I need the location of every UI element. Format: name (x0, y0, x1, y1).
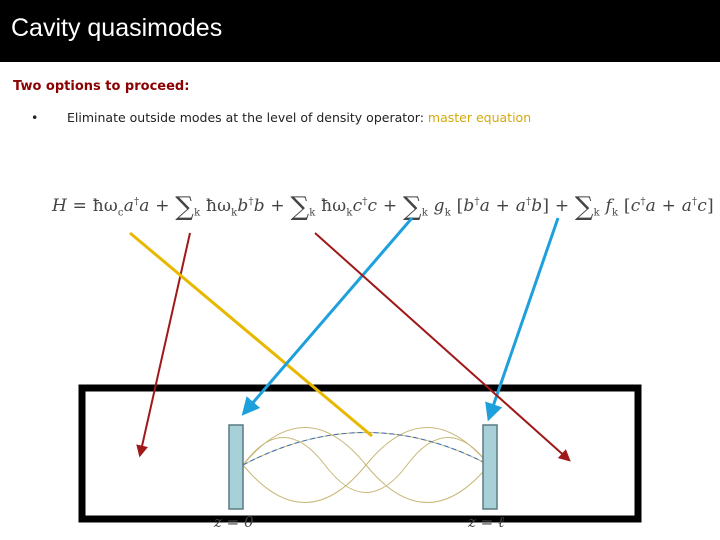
eq-plus-5: + (554, 196, 570, 216)
bullet-text: Eliminate outside modes at the level of density operator: (67, 110, 428, 125)
eq-dagger-5: † (526, 196, 532, 208)
eq-term3: ħω (321, 196, 347, 216)
eq-equals: = (72, 196, 88, 216)
eq-bracket-open-2: [ (623, 196, 631, 216)
bullet-highlight: master equation (427, 110, 532, 125)
eq-bracket-open-1: [ (456, 196, 464, 216)
eq-c: c (367, 196, 378, 216)
right-mirror (483, 425, 497, 509)
eq-dagger-2: † (248, 196, 254, 208)
eq-f-sub: k (612, 207, 619, 219)
mode-curve-3 (243, 428, 489, 503)
slide-title: Cavity quasimodes (11, 14, 223, 42)
eq-a-dag: a (123, 196, 135, 216)
eq-plus-1: + (155, 196, 170, 216)
eq-dagger-6: † (640, 196, 646, 208)
arrow-blue-left (244, 218, 412, 413)
arrow-darkred-left (140, 233, 190, 455)
eq-term3-sub: k (346, 207, 353, 219)
outer-box (82, 388, 638, 519)
eq-c3: c (697, 196, 707, 216)
eq-sum4-k: k (593, 207, 600, 219)
eq-plus-3: + (382, 196, 398, 216)
eq-a4: a (645, 196, 657, 216)
eq-plus-4: + (495, 196, 511, 216)
eq-sum3-k: k (421, 207, 428, 219)
eq-plus-2: + (270, 196, 285, 216)
eq-term2-sub: k (231, 207, 238, 219)
left-mirror (229, 425, 243, 509)
eq-sum2-k: k (309, 207, 316, 219)
eq-term2: ħω (205, 196, 232, 216)
eq-f: f (605, 196, 613, 216)
eq-b-dag: b (237, 196, 249, 216)
left-mirror-label: z = 0 (214, 513, 254, 531)
eq-term1-sub: c (117, 207, 124, 219)
eq-dagger-7: † (692, 196, 698, 208)
eq-term1: ħω (92, 196, 118, 216)
eq-g-sub: k (444, 207, 451, 219)
eq-g: g (433, 196, 445, 216)
right-mirror-label: z = ℓ (468, 513, 505, 531)
eq-dagger-1: † (134, 196, 140, 208)
eq-a2: a (479, 196, 491, 216)
bullet-marker: • (31, 110, 39, 125)
eq-h: H (52, 196, 68, 216)
eq-a3: a (515, 196, 527, 216)
eq-sum-4: ∑ (574, 192, 594, 222)
eq-c-dag: c (352, 196, 363, 216)
eq-sum-3: ∑ (402, 192, 422, 222)
eq-sum1-k: k (194, 207, 201, 219)
eq-sum-2: ∑ (290, 192, 310, 222)
cavity-modes (243, 428, 489, 503)
eq-a5: a (681, 196, 693, 216)
eq-b: b (253, 196, 265, 216)
eq-c2: c (630, 196, 641, 216)
arrow-darkred-right (315, 233, 569, 460)
eq-a: a (139, 196, 150, 216)
eq-plus-6: + (661, 196, 677, 216)
eq-b2: b (463, 196, 475, 216)
eq-b3: b (531, 196, 543, 216)
eq-bracket-close-2: ] (706, 196, 714, 216)
eq-bracket-close-1: ] (542, 196, 550, 216)
eq-dagger-4: † (474, 196, 480, 208)
eq-sum-1: ∑ (175, 192, 195, 222)
slide-subtitle: Two options to proceed: (13, 79, 190, 94)
eq-dagger-3: † (362, 196, 368, 208)
